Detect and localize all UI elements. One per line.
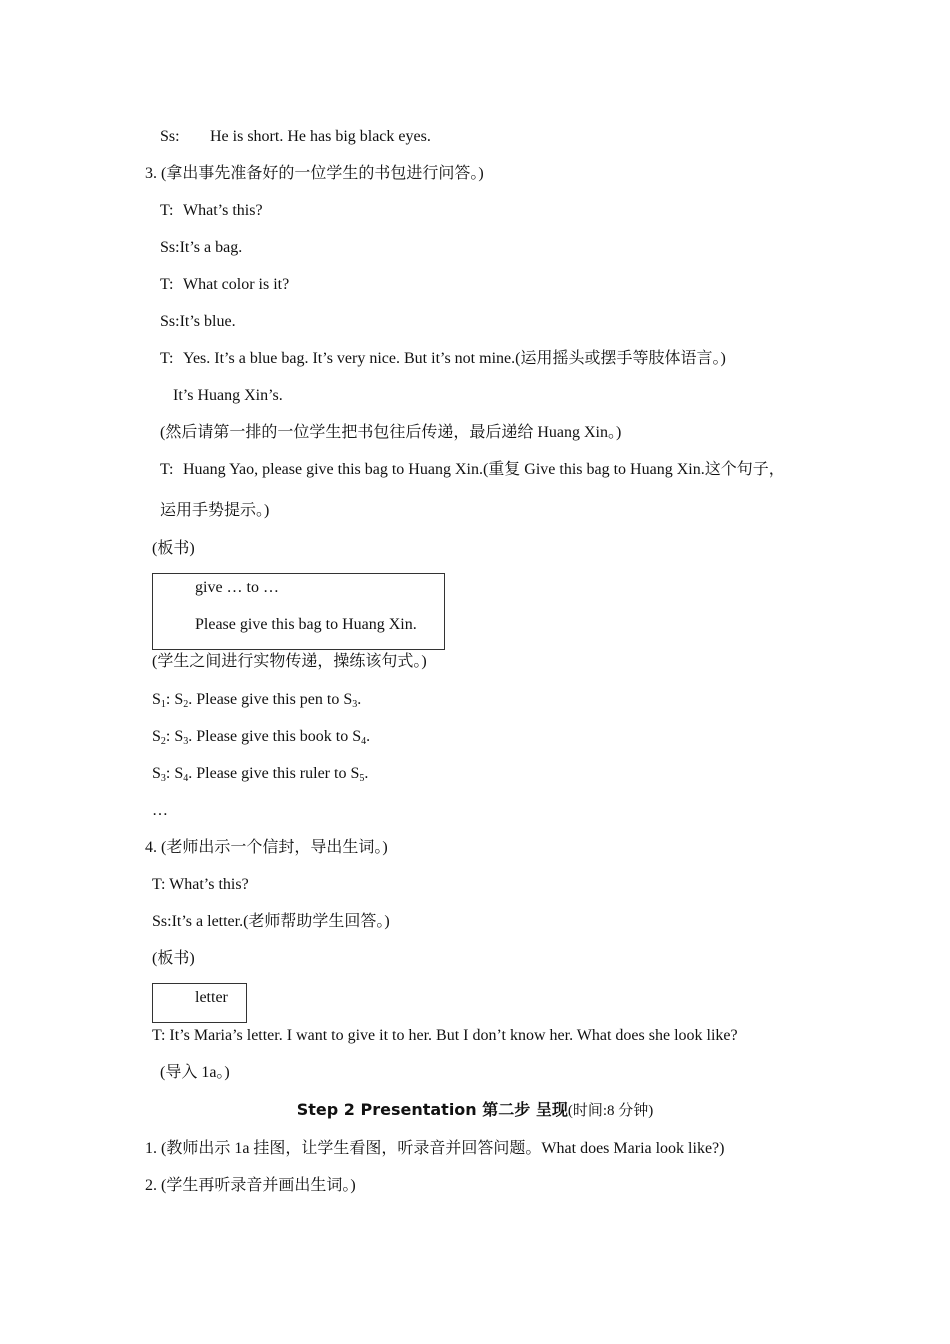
dialogue-line: Ss:It’s blue. <box>160 313 236 330</box>
speaker-label: T: <box>160 461 174 478</box>
speaker-label: T: <box>160 276 174 293</box>
instruction-note: (导入 1a。) <box>160 1064 230 1081</box>
numbered-item-4: 4. (老师出示一个信封，导出生词。) <box>145 839 388 856</box>
dialogue-line <box>160 349 726 369</box>
speaker-label: T: <box>160 202 174 219</box>
ellipsis: … <box>152 802 168 819</box>
student-label: S <box>152 728 161 745</box>
practice-text: . <box>364 765 369 782</box>
dialogue-line: T: It’s Maria’s letter. I want to give it to her. But I don’t know her. What does she look like? <box>152 1027 738 1044</box>
practice-text: . Please give this pen to S <box>188 691 353 708</box>
practice-line <box>152 690 361 710</box>
practice-line <box>152 764 368 784</box>
student-number: 3 <box>183 736 189 747</box>
blackboard-box <box>152 983 247 1023</box>
dialogue-line <box>160 460 785 480</box>
practice-text: . Please give this book to S <box>188 728 362 745</box>
numbered-item-2: 2. (学生再听录音并画出生词。) <box>145 1177 356 1194</box>
student-label: : S <box>165 691 184 708</box>
speaker-label: T: <box>160 350 174 367</box>
step-title: Step 2 Presentation 第二步 呈现 <box>296 1100 568 1119</box>
board-sentence: Please give this bag to Huang Xin. <box>195 616 417 633</box>
student-label: S <box>152 691 161 708</box>
line-text: He is short. He has big black eyes. <box>210 128 431 145</box>
student-label: : S <box>165 728 184 745</box>
board-word: letter <box>195 989 228 1006</box>
practice-text: . Please give this ruler to S <box>188 765 360 782</box>
dialogue-line <box>160 201 263 221</box>
line-text: What color is it? <box>183 276 290 293</box>
dialogue-line: Ss:It’s a letter.(老师帮助学生回答。) <box>152 913 390 930</box>
student-number: 3 <box>352 699 358 710</box>
student-number: 3 <box>160 773 166 784</box>
practice-text: . <box>357 691 362 708</box>
numbered-item-1: 1. (教师出示 1a 挂图，让学生看图，听录音并回答问题。What does Maria look like?) <box>145 1140 725 1157</box>
student-label: S <box>152 765 161 782</box>
instruction-note: (学生之间进行实物传递，操练该句式。) <box>152 653 427 670</box>
line-text: Huang Yao, please give this bag to Huang Xin.(重复 Give this bag to Huang Xin.这个句子， <box>183 461 785 478</box>
dialogue-line: Ss:It’s a bag. <box>160 239 243 256</box>
board-phrase: give … to … <box>195 579 279 596</box>
student-number: 4 <box>183 773 189 784</box>
blackboard-box <box>152 573 445 650</box>
dialogue-line <box>160 275 289 295</box>
student-number: 1 <box>160 699 166 710</box>
practice-text: . <box>366 728 371 745</box>
student-number: 2 <box>183 699 189 710</box>
board-label: (板书) <box>152 950 195 967</box>
practice-line <box>152 727 370 747</box>
dialogue-line <box>160 127 431 147</box>
student-number: 2 <box>160 736 166 747</box>
step-time: (时间:8 分钟) <box>567 1103 654 1119</box>
dialogue-line: It’s Huang Xin’s. <box>173 387 283 404</box>
line-text: What’s this? <box>183 202 263 219</box>
line-text: Yes. It’s a blue bag. It’s very nice. But it’s not mine.(运用摇头或摆手等肢体语言。) <box>183 350 726 367</box>
speaker-label: Ss: <box>160 128 180 145</box>
student-number: 4 <box>361 736 367 747</box>
dialogue-line: T: What’s this? <box>152 876 249 893</box>
board-label: (板书) <box>152 540 195 557</box>
instruction-note: (然后请第一排的一位学生把书包往后传递，最后递给 Huang Xin。) <box>160 424 622 441</box>
student-number: 5 <box>359 773 365 784</box>
numbered-item-3: 3. (拿出事先准备好的一位学生的书包进行问答。) <box>145 165 484 182</box>
step-heading <box>0 1100 950 1121</box>
student-label: : S <box>165 765 184 782</box>
instruction-note: 运用手势提示。) <box>160 502 270 519</box>
